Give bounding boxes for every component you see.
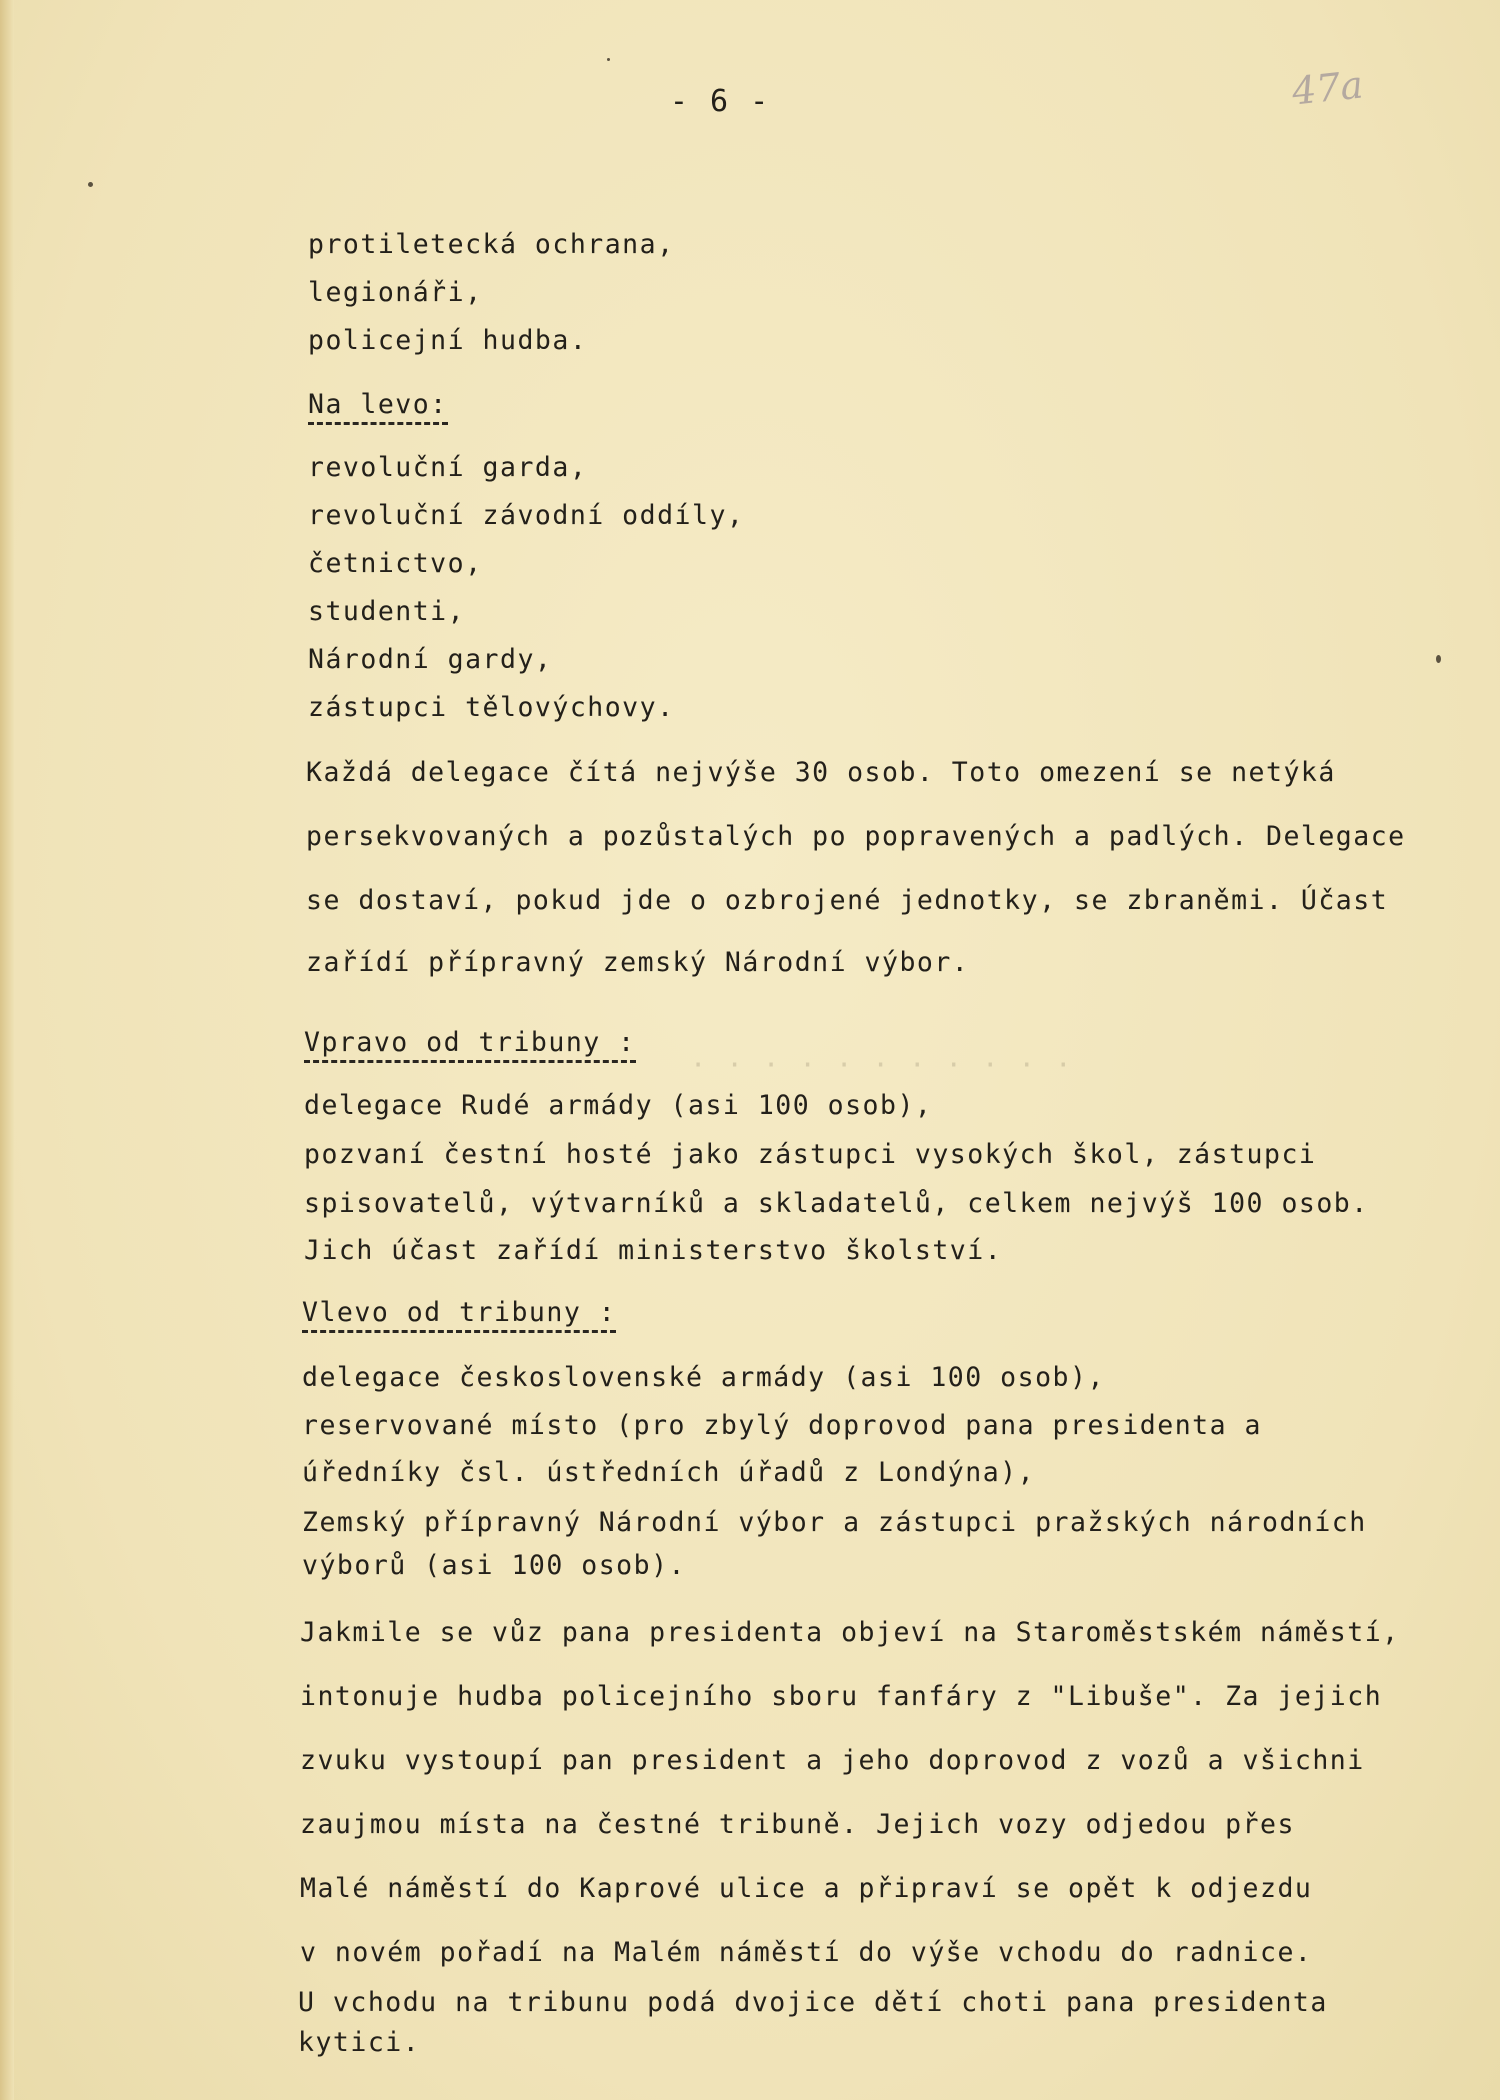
list-item: delegace Rudé armády (asi 100 osob),: [304, 1090, 933, 1121]
paper-speck: [88, 182, 93, 187]
list-item: studenti,: [308, 596, 466, 627]
list-item: pozvaní čestní hosté jako zástupci vysokých škol, zástupci: [304, 1139, 1317, 1170]
paper-speck: [1436, 655, 1441, 663]
list-item: protiletecká ochrana,: [308, 229, 675, 260]
section-heading-na-levo: Na levo:: [308, 392, 448, 425]
paragraph-line: Jakmile se vůz pana presidenta objeví na Staroměstském náměstí,: [300, 1617, 1400, 1648]
paragraph-line: zaujmou místa na čestné tribuně. Jejich vozy odjedou přes: [300, 1809, 1295, 1840]
list-item: četnictvo,: [308, 548, 483, 579]
paragraph-line: se dostaví, pokud jde o ozbrojené jednotky, se zbraněmi. Účast: [306, 885, 1389, 916]
paragraph-line: intonuje hudba policejního sboru fanfáry z "Libuše". Za jejich: [300, 1681, 1383, 1712]
list-item: zástupci tělovýchovy.: [308, 692, 675, 723]
paragraph-line: v novém pořadí na Malém náměstí do výše vchodu do radnice.: [300, 1937, 1313, 1968]
list-item: úředníky čsl. ústředních úřadů z Londýna),: [302, 1457, 1036, 1488]
paragraph-line: zvuku vystoupí pan president a jeho doprovod z vozů a všichni: [300, 1745, 1365, 1776]
list-item: policejní hudba.: [308, 325, 588, 356]
section-heading-vpravo: Vpravo od tribuny :: [304, 1030, 636, 1063]
paragraph-line: U vchodu na tribunu podá dvojice dětí choti pana presidenta: [298, 1987, 1328, 2018]
list-item: spisovatelů, výtvarníků a skladatelů, celkem nejvýš 100 osob.: [304, 1188, 1369, 1219]
list-item: revoluční závodní oddíly,: [308, 500, 745, 531]
paper-edge: [0, 0, 14, 2100]
list-item: reservované místo (pro zbylý doprovod pana presidenta a: [302, 1410, 1262, 1441]
paragraph-line: Každá delegace čítá nejvýše 30 osob. Toto omezení se netýká: [306, 757, 1336, 788]
paper-speck: [607, 58, 610, 61]
list-item: Zemský přípravný Národní výbor a zástupci pražských národních: [302, 1507, 1367, 1538]
list-item: legionáři,: [308, 277, 483, 308]
list-item: Jich účast zařídí ministerstvo školství.: [304, 1235, 1003, 1266]
archive-folio-mark: 47a: [1289, 62, 1366, 114]
section-heading-vlevo: Vlevo od tribuny :: [302, 1300, 616, 1333]
list-item: Národní gardy,: [308, 644, 553, 675]
show-through-text: · · · · · · · · · · ·: [690, 1050, 1074, 1081]
paragraph-line: Malé náměstí do Kaprové ulice a připraví se opět k odjezdu: [300, 1873, 1313, 1904]
page-number: - 6 -: [669, 84, 771, 119]
list-item: revoluční garda,: [308, 452, 588, 483]
paragraph-line: kytici.: [298, 2027, 421, 2058]
paragraph-line: zařídí přípravný zemský Národní výbor.: [306, 947, 970, 978]
paragraph-line: persekvovaných a pozůstalých po popravených a padlých. Delegace: [306, 821, 1406, 852]
list-item: výborů (asi 100 osob).: [302, 1550, 686, 1581]
list-item: delegace československé armády (asi 100 osob),: [302, 1362, 1105, 1393]
